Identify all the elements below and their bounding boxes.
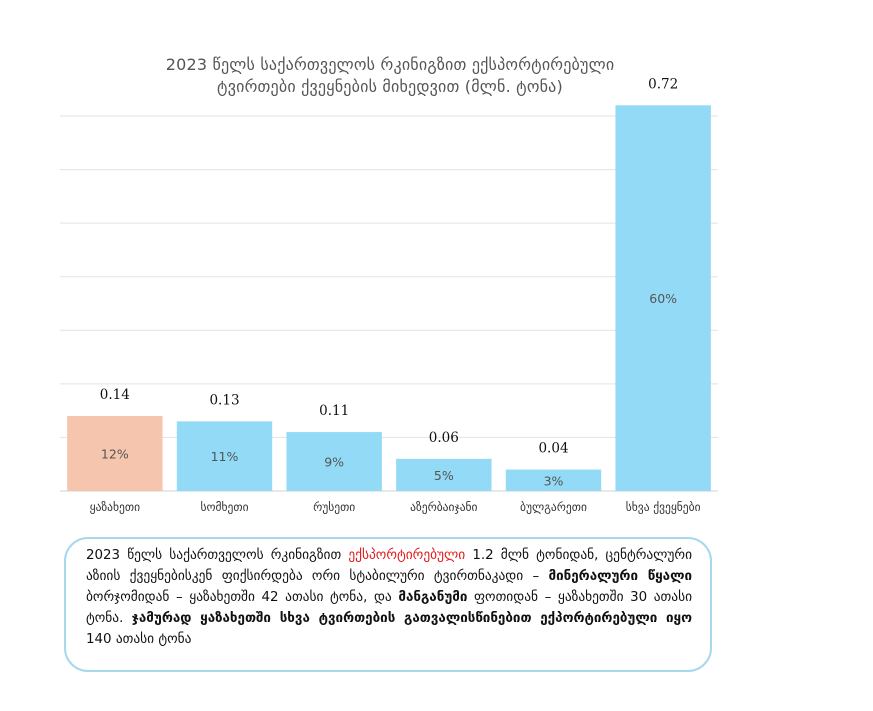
value-label: 0.11: [319, 403, 350, 420]
note-text-1: 2023 წელს საქართველოს რკინიგზით: [86, 548, 349, 563]
note-text-3: ბორჯომიდან – ყაზახეთში 42 ათასი ტონა, და: [86, 590, 399, 605]
percent-label: 5%: [433, 467, 454, 483]
note-text-2: 1.2 მლნ ტონიდან, ცენტრალური აზიის ქვეყნებისკენ ფიქსირდება ორი სტაბილური ტვირთნაკადი –: [86, 548, 693, 584]
chart-title-line1: 2023 წელს საქართველოს რკინიგზით ექსპორტირებული: [165, 55, 615, 74]
value-label: 0.72: [648, 76, 679, 93]
category-label: აზერბაიჯანი: [410, 500, 478, 514]
note-box: [64, 537, 712, 672]
percent-label: 12%: [100, 446, 129, 462]
note-bold-manganese: მანგანუმი: [398, 590, 468, 605]
value-label: 0.04: [538, 440, 569, 457]
value-label: 0.14: [99, 387, 130, 403]
category-label: სხვა ქვეყნები: [625, 500, 701, 514]
category-label: ბულგარეთი: [520, 500, 587, 514]
value-label: 0.13: [209, 392, 240, 409]
percent-label: 9%: [324, 454, 345, 470]
category-label: სომხეთი: [200, 500, 249, 514]
chart-title-line2: ტვირთები ქვეყნების მიხედვით (მლნ. ტონა): [217, 77, 563, 96]
percent-label: 60%: [649, 291, 678, 307]
note-text-4: ფოთიდან – ყაზახეთში 30 ათასი ტონა.: [86, 590, 693, 626]
note-text-5: 140 ათასი ტონა: [86, 632, 192, 647]
note-bold-total: ჯამურად ყაზახეთში სხვა ტვირთების გათვალისწინებით ექპორტირებული იყო: [131, 611, 692, 626]
percent-label: 11%: [210, 449, 239, 465]
note-highlight-exported: ექსპორტირებული: [348, 548, 466, 563]
value-label: 0.06: [428, 429, 459, 446]
percent-label: 3%: [543, 473, 564, 489]
category-label: ყაზახეთი: [89, 500, 141, 514]
note-bold-mineral-water: მინერალური წყალი: [548, 569, 692, 584]
category-label: რუსეთი: [313, 500, 356, 514]
